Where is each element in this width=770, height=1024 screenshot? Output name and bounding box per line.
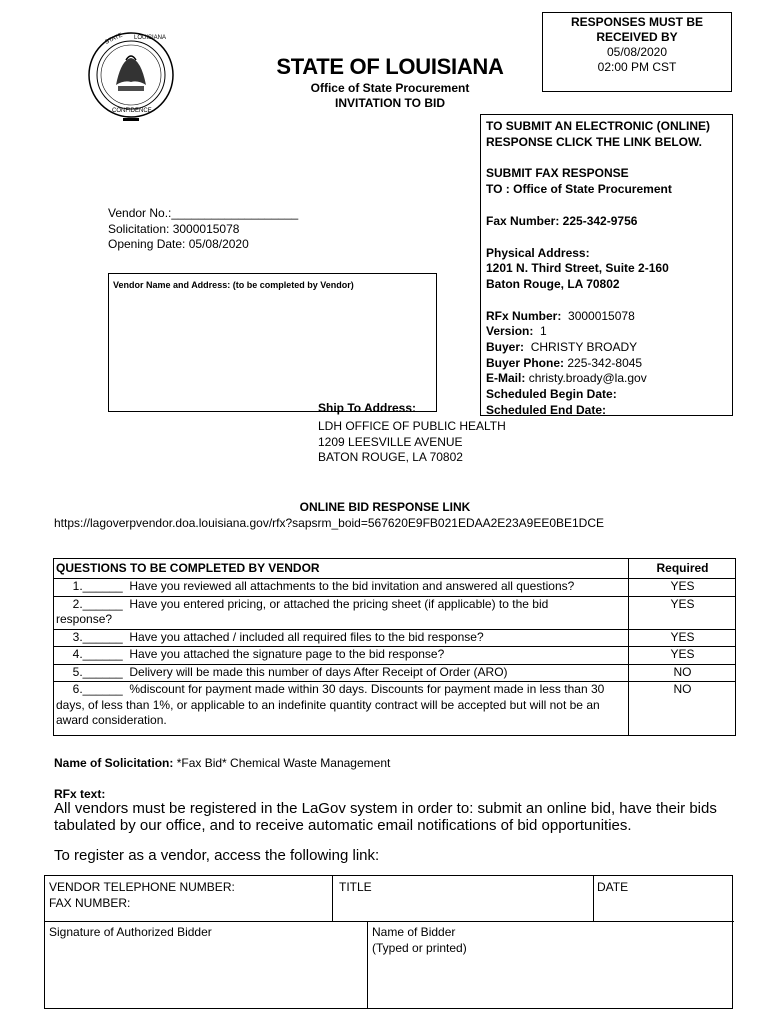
question-5-required: NO [673, 664, 692, 679]
office-heading [250, 81, 530, 111]
vendor-number: Vendor No.:___________________ [108, 206, 299, 220]
physical-address-line2: Baton Rouge, LA 70802 [486, 276, 620, 291]
invitation-title: INVITATION TO BID [335, 96, 445, 110]
rfx-text-label: RFx text: [54, 787, 106, 801]
rfx-number-row [486, 309, 732, 325]
buyer-phone-label: Buyer Phone: [486, 355, 565, 370]
solicitation-name-label: Name of Solicitation: [54, 756, 174, 770]
page-title: STATE OF LOUISIANA [276, 54, 504, 79]
signature-label: Signature of Authorized Bidder [49, 925, 212, 939]
svg-text:STATE: STATE [104, 32, 124, 46]
question-1-required: YES [670, 579, 695, 593]
version-row [486, 324, 732, 340]
question-5-line-1: 5.______ Delivery will be made this number of days After Receipt of Order (ARO) [56, 664, 508, 679]
date-field[interactable] [597, 880, 628, 896]
ship-to-label: Ship To Address: [318, 401, 417, 415]
responses-line-1: RESPONSES MUST BE [570, 15, 704, 29]
email-row [486, 371, 732, 387]
svg-text:CONFIDENCE: CONFIDENCE [112, 108, 152, 114]
question-6-line-1: 6.______ %discount for payment made within 30 days. Discounts for payment made in less than 30 [56, 682, 605, 696]
buyer-row [486, 340, 732, 356]
ship-to-address [318, 419, 506, 466]
vendor-name-address-box[interactable] [108, 273, 437, 412]
electronic-instruction-1: TO SUBMIT AN ELECTRONIC (ONLINE) [486, 119, 710, 133]
question-4-required: YES [670, 647, 695, 661]
responses-deadline-box [542, 12, 732, 92]
vendor-phone-field[interactable] [49, 880, 235, 911]
bidder-name-field[interactable] [372, 925, 467, 956]
buyer-phone-row [486, 356, 732, 372]
online-bid-link-title: ONLINE BID RESPONSE LINK [299, 500, 471, 514]
responses-date: 05/08/2020 [606, 45, 668, 59]
question-2-line-1: 2.______ Have you entered pricing, or attached the pricing sheet (if applicable) to the bid [56, 596, 549, 611]
rfx-number-label: RFx Number: [486, 308, 562, 323]
bidder-name-label: Name of Bidder [372, 925, 456, 939]
question-1-line-1: 1.______ Have you reviewed all attachments to the bid invitation and answered all questions? [56, 579, 575, 593]
online-bid-link[interactable]: https://lagoverpvendor.doa.louisiana.gov/rfx?sapsrm_boid=567620E9FB021EDAA2E23A9EE0BE1DCE [54, 516, 605, 530]
question-2-line-2: response? [56, 612, 113, 626]
end-date-label: Scheduled End Date: [486, 402, 607, 417]
title-label: TITLE [339, 880, 372, 894]
rfx-number-value: 3000015078 [568, 308, 635, 323]
vendor-box-label: Vendor Name and Address: (to be completed by Vendor) [113, 280, 354, 290]
ship-to-line2: 1209 LEESVILLE AVENUE [318, 434, 463, 449]
register-instruction: To register as a vendor, access the following link: [54, 847, 380, 864]
fax-number: Fax Number: 225-342-9756 [486, 213, 638, 228]
ship-to-line3: BATON ROUGE, LA 70802 [318, 450, 463, 464]
title-field[interactable] [339, 880, 372, 896]
question-3-required: YES [670, 629, 695, 644]
state-seal [76, 30, 186, 130]
ship-to-line1: LDH OFFICE OF PUBLIC HEALTH [318, 419, 506, 433]
bidder-name-hint: (Typed or printed) [372, 940, 467, 955]
required-header: Required [656, 561, 709, 575]
vendor-meta [108, 206, 298, 253]
date-label: DATE [597, 880, 629, 894]
responses-line-2: RECEIVED BY [596, 30, 678, 44]
email-value[interactable]: christy.broady@la.gov [528, 371, 647, 386]
buyer-label: Buyer: [486, 340, 525, 355]
vendor-phone-label: VENDOR TELEPHONE NUMBER: [49, 880, 235, 894]
electronic-instruction-2: RESPONSE CLICK THE LINK BELOW. [486, 134, 703, 149]
version-label: Version: [486, 324, 534, 339]
physical-address-label: Physical Address: [486, 245, 590, 260]
solicitation-name-value: *Fax Bid* Chemical Waste Management [176, 756, 391, 770]
version-value: 1 [540, 324, 547, 339]
physical-address-line1: 1201 N. Third Street, Suite 2-160 [486, 261, 669, 276]
begin-date-label: Scheduled Begin Date: [486, 387, 617, 402]
rfx-text-body: All vendors must be registered in the LaGov system in order to: submit an online bid, have their bids tabulated by our office, and to receive automatic email notifications of bid opportunities. [54, 800, 717, 834]
question-6-line-2: days, of less than 1%, or applicable to an indefinite quantity contract will be accepted but will not be an [56, 697, 600, 712]
question-3-line-1: 3.______ Have you attached / included all required files to the bid response? [56, 629, 484, 644]
solicitation-name [54, 756, 390, 770]
office-name: Office of State Procurement [310, 81, 470, 95]
submission-info-box [480, 114, 733, 416]
question-6-line-3: award consideration. [56, 713, 167, 727]
questions-header: QUESTIONS TO BE COMPLETED BY VENDOR [56, 561, 320, 575]
responses-time: 02:00 PM CST [597, 60, 677, 74]
buyer-phone-value: 225-342-8045 [567, 355, 643, 370]
buyer-value: CHRISTY BROADY [530, 340, 638, 355]
opening-date: Opening Date: 05/08/2020 [108, 237, 249, 251]
question-2-required: YES [670, 596, 695, 611]
question-6-required: NO [673, 682, 692, 696]
solicitation-number: Solicitation: 3000015078 [108, 221, 240, 236]
fax-instruction-1: SUBMIT FAX RESPONSE [486, 166, 629, 181]
vendor-questions-table [53, 558, 736, 736]
email-label: E-Mail: [486, 371, 526, 386]
svg-text:LOUISIANA: LOUISIANA [134, 35, 167, 41]
question-4-line-1: 4.______ Have you attached the signature page to the bid response? [56, 647, 445, 661]
signature-table [44, 875, 733, 1009]
fax-instruction-2: TO : Office of State Procurement [486, 182, 672, 197]
signature-field[interactable] [49, 925, 212, 941]
fax-number-label: FAX NUMBER: [49, 895, 131, 910]
